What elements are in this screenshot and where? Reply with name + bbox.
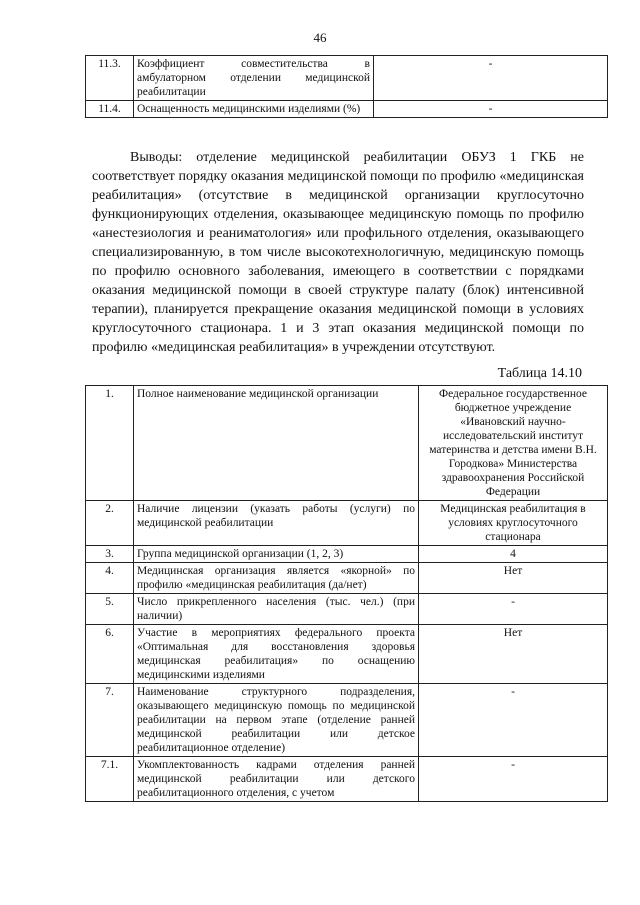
row-value: - <box>419 594 608 625</box>
table-row <box>86 386 608 501</box>
row-value: 4 <box>419 546 608 563</box>
conclusion-paragraph: Выводы: отделение медицинской реабилитации ОБУЗ 1 ГКБ не соответствует порядку оказания медицинской помощи по профилю «медицинская реабилитация» (отсутствие в медицинской организации круглосуточно функционирующих отделения, оказывающее медицинскую помощь по профилю «анестезиология и реаниматология» или профильного отделения, оказывающего специализированную, в том числе высокотехнологичную, медицинскую помощь по профилю основного заболевания, имеющего в соответствии с порядками оказания медицинской помощи в своей структуре палату (блок) интенсивной терапии), планируется прекращение оказания медицинской помощи в условиях круглосуточного стационара. 1 и 3 этап оказания медицинской помощи по профилю «медицинская реабилитация» в учреждении отсутствуют. <box>92 150 584 355</box>
row-number: 7. <box>86 684 134 757</box>
table-main <box>85 385 608 802</box>
row-value: - <box>374 56 608 101</box>
row-value: Федеральное государственное бюджетное учреждение «Ивановский научно-исследовательский институт материнства и детства имени В.Н. Городкова» Министерства здравоохранения Российской Федерации <box>419 386 608 501</box>
table-row <box>86 684 608 757</box>
table-row <box>86 56 608 101</box>
row-description: Группа медицинской организации (1, 2, 3) <box>134 546 419 563</box>
row-value: - <box>374 101 608 118</box>
row-number: 11.3. <box>86 56 134 101</box>
row-description: Полное наименование медицинской организации <box>134 386 419 501</box>
row-value: Нет <box>419 563 608 594</box>
row-description: Число прикрепленного населения (тыс. чел.) (при наличии) <box>134 594 419 625</box>
row-number: 4. <box>86 563 134 594</box>
table-top <box>85 55 608 118</box>
table-row <box>86 594 608 625</box>
row-number: 6. <box>86 625 134 684</box>
row-value: - <box>419 684 608 757</box>
table-row <box>86 757 608 802</box>
table-row <box>86 546 608 563</box>
table-row <box>86 101 608 118</box>
row-number: 5. <box>86 594 134 625</box>
row-value: - <box>419 757 608 802</box>
row-value: Медицинская реабилитация в условиях круглосуточного стационара <box>419 501 608 546</box>
row-number: 7.1. <box>86 757 134 802</box>
row-number: 1. <box>86 386 134 501</box>
row-description: Коэффициент совместительства в амбулаторном отделении медицинской реабилитации <box>134 56 374 101</box>
table-caption: Таблица 14.10 <box>497 366 582 381</box>
table-row <box>86 563 608 594</box>
row-description: Участие в мероприятиях федерального проекта «Оптимальная для восстановления здоровья медицинская реабилитация» по оснащению медицинскими изделиями <box>134 625 419 684</box>
row-number: 11.4. <box>86 101 134 118</box>
page-number: 46 <box>313 30 327 45</box>
row-number: 2. <box>86 501 134 546</box>
row-description: Наличие лицензии (указать работы (услуги) по медицинской реабилитации <box>134 501 419 546</box>
row-number: 3. <box>86 546 134 563</box>
row-description: Оснащенность медицинскими изделиями (%) <box>134 101 374 118</box>
row-description: Наименование структурного подразделения, оказывающего медицинскую помощь по медицинской реабилитации на первом этапе (отделение ранней медицинской реабилитации или детское реабилитационное отделение) <box>134 684 419 757</box>
row-description: Медицинская организация является «якорной» по профилю «медицинская реабилитация (да/нет) <box>134 563 419 594</box>
table-row <box>86 501 608 546</box>
row-value: Нет <box>419 625 608 684</box>
table-row <box>86 625 608 684</box>
row-description: Укомплектованность кадрами отделения ранней медицинской реабилитации или детского реабилитационного отделения, с учетом <box>134 757 419 802</box>
